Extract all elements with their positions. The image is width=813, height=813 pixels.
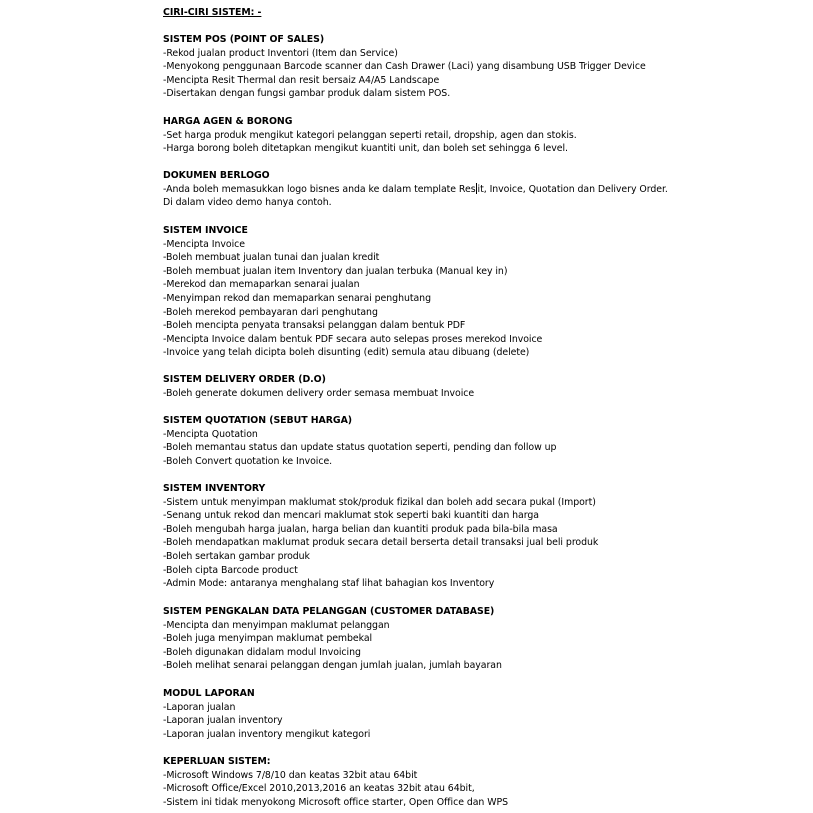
section-line: -Microsoft Office/Excel 2010,2013,2016 an keatas 32bit atau 64bit,: [163, 783, 475, 794]
section-line: -Boleh melihat senarai pelanggan dengan jumlah jualan, jumlah bayaran: [163, 660, 502, 671]
section-line: -Boleh membuat jualan item Inventory dan jualan terbuka (Manual key in): [163, 266, 508, 277]
section-heading: DOKUMEN BERLOGO: [163, 170, 270, 181]
text-cursor: [476, 183, 477, 194]
section-line: -Boleh sertakan gambar produk: [163, 551, 310, 562]
section-heading: SISTEM INVENTORY: [163, 483, 266, 494]
section-line: -Mencipta Invoice dalam bentuk PDF secara auto selepas proses merekod Invoice: [163, 334, 543, 345]
section-heading: MODUL LAPORAN: [163, 688, 255, 699]
section-line: -Boleh generate dokumen delivery order semasa membuat Invoice: [163, 388, 475, 399]
section-line: -Boleh mengubah harga jualan, harga belian dan kuantiti produk pada bila-bila masa: [163, 524, 558, 535]
section-line: -Mencipta Resit Thermal dan resit bersaiz A4/A5 Landscape: [163, 75, 440, 86]
section-line: Di dalam video demo hanya contoh.: [163, 197, 332, 208]
section-line: -Laporan jualan inventory mengikut kategori: [163, 729, 371, 740]
section-line: -Sistem untuk menyimpan maklumat stok/produk fizikal dan boleh add secara pukal (Import): [163, 497, 596, 508]
section-line: -Senang untuk rekod dan mencari maklumat stok seperti baki kuantiti dan harga: [163, 510, 539, 521]
document-title: CIRI-CIRI SISTEM: -: [163, 7, 262, 18]
section-line: -Harga borong boleh ditetapkan mengikut kuantiti unit, dan boleh set sehingga 6 level.: [163, 143, 568, 154]
section-heading: SISTEM PENGKALAN DATA PELANGGAN (CUSTOMER DATABASE): [163, 606, 495, 617]
section-line: -Mencipta Quotation: [163, 429, 258, 440]
section-line: -Boleh digunakan didalam modul Invoicing: [163, 647, 361, 658]
section-heading: SISTEM DELIVERY ORDER (D.O): [163, 374, 326, 385]
section-line: -Invoice yang telah dicipta boleh disunting (edit) semula atau dibuang (delete): [163, 347, 530, 358]
section-heading: SISTEM INVOICE: [163, 225, 248, 236]
section-line: -Boleh juga menyimpan maklumat pembekal: [163, 633, 373, 644]
section-line: -Laporan jualan: [163, 702, 236, 713]
section-heading: SISTEM QUOTATION (SEBUT HARGA): [163, 415, 353, 426]
section-line: -Sistem ini tidak menyokong Microsoft office starter, Open Office dan WPS: [163, 797, 508, 808]
section-line: -Merekod dan memaparkan senarai jualan: [163, 279, 360, 290]
section-line: -Set harga produk mengikut kategori pelanggan seperti retail, dropship, agen dan stokis.: [163, 130, 577, 141]
section-line: -Disertakan dengan fungsi gambar produk dalam sistem POS.: [163, 88, 451, 99]
section-line: -Laporan jualan inventory: [163, 715, 283, 726]
section-line: -Microsoft Windows 7/8/10 dan keatas 32bit atau 64bit: [163, 770, 418, 781]
section-line: -Mencipta Invoice: [163, 239, 245, 250]
section-line: -Boleh cipta Barcode product: [163, 565, 298, 576]
section-line: -Boleh membuat jualan tunai dan jualan kredit: [163, 252, 380, 263]
section-heading: KEPERLUAN SISTEM:: [163, 756, 271, 767]
section-line: -Admin Mode: antaranya menghalang staf lihat bahagian kos Inventory: [163, 578, 495, 589]
section-line: -Boleh merekod pembayaran dari penghutang: [163, 307, 378, 318]
section-line: -Boleh mendapatkan maklumat produk secara detail berserta detail transaksi jual beli produk: [163, 537, 599, 548]
section-heading: HARGA AGEN & BORONG: [163, 116, 293, 127]
section-line: -Boleh mencipta penyata transaksi pelanggan dalam bentuk PDF: [163, 320, 466, 331]
section-heading: SISTEM POS (POINT OF SALES): [163, 34, 325, 45]
section-line: -Boleh memantau status dan update status quotation seperti, pending dan follow up: [163, 442, 557, 453]
section-line: -Mencipta dan menyimpan maklumat pelanggan: [163, 620, 390, 631]
section-line: -Menyimpan rekod dan memaparkan senarai penghutang: [163, 293, 431, 304]
section-line: -Menyokong penggunaan Barcode scanner dan Cash Drawer (Laci) yang disambung USB Trigger Device: [163, 61, 646, 72]
section-line: -Anda boleh memasukkan logo bisnes anda ke dalam template Res it, Invoice, Quotation dan Delivery Order.: [163, 184, 668, 195]
section-line: -Rekod jualan product Inventori (Item dan Service): [163, 48, 398, 59]
section-line: -Boleh Convert quotation ke Invoice.: [163, 456, 333, 467]
